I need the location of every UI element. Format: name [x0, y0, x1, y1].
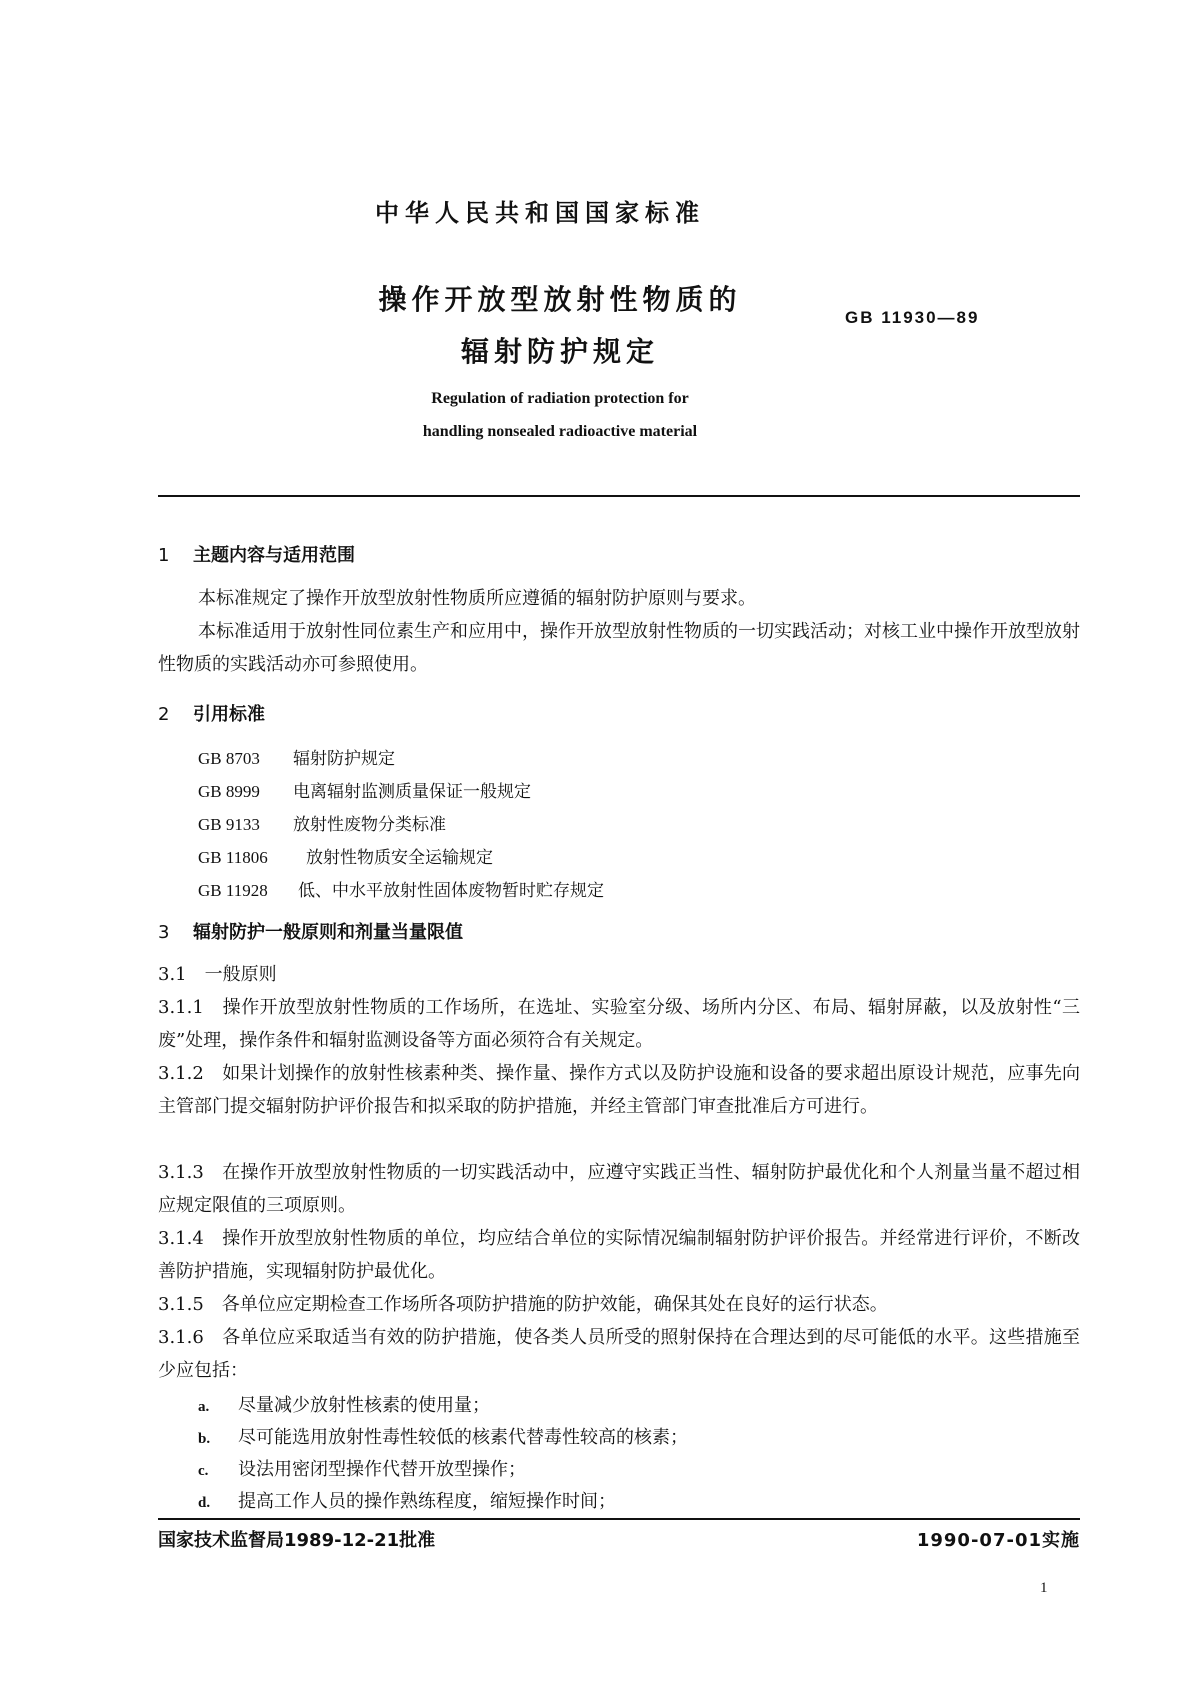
- section-title: 主题内容与适用范围: [193, 545, 355, 566]
- reference-title: 低、中水平放射性固体废物暂时贮存规定: [298, 881, 604, 901]
- list-label: b.: [198, 1431, 211, 1447]
- list-text: 设法用密闭型操作代替开放型操作；: [238, 1459, 526, 1480]
- reference-code: GB 8999: [198, 782, 260, 801]
- clause-3-1-3: 3.1.3 在操作开放型放射性物质的一切实践活动中，应遵守实践正当性、辐射防护最优化和个人剂量当量不超过相应规定限值的三项原则。: [158, 1162, 1080, 1216]
- list-label: a.: [198, 1399, 210, 1415]
- english-title-line-2: handling nonsealed radioactive material: [422, 423, 698, 440]
- clause-3-1-1: 3.1.1 操作开放型放射性物质的工作场所，在选址、实验室分级、场所内分区、布局、辐射屏蔽，以及放射性“三废”处理，操作条件和辐射监测设备等方面必须符合有关规定。: [158, 997, 1080, 1051]
- reference-code: GB 11806: [198, 848, 268, 867]
- list-item: [198, 1487, 616, 1513]
- section-3-heading: [158, 918, 463, 944]
- list-item: [198, 1391, 490, 1417]
- footer-divider: [158, 1518, 1080, 1520]
- reference-item: [198, 744, 395, 769]
- approval-line: 国家技术监督局1989-12-21批准: [158, 1530, 436, 1551]
- list-text: 尽可能选用放射性毒性较低的核素代替毒性较高的核素；: [238, 1427, 688, 1448]
- reference-title: 电离辐射监测质量保证一般规定: [293, 782, 531, 802]
- reference-title: 辐射防护规定: [293, 749, 395, 769]
- list-text: 提高工作人员的操作熟练程度，缩短操作时间；: [238, 1491, 616, 1512]
- section-number: 3: [158, 922, 170, 943]
- effective-date: 1990-07-01实施: [916, 1530, 1080, 1551]
- list-item: [198, 1455, 526, 1481]
- reference-code: GB 9133: [198, 815, 260, 834]
- section-number: 2: [158, 704, 170, 725]
- clause-3-1-6: 3.1.6 各单位应采取适当有效的防护措施，使各类人员所受的照射保持在合理达到的尽可能低的水平。这些措施至少应包括：: [158, 1327, 1080, 1381]
- section-title: 辐射防护一般原则和剂量当量限值: [193, 922, 463, 943]
- header-divider: [158, 495, 1080, 497]
- reference-code: GB 8703: [198, 749, 260, 768]
- reference-item: [198, 843, 493, 868]
- reference-code: GB 11928: [198, 881, 268, 900]
- clause-3-1-2: 3.1.2 如果计划操作的放射性核素种类、操作量、操作方式以及防护设施和设备的要求超出原设计规范，应事先向主管部门提交辐射防护评价报告和拟采取的防护措施，并经主管部门审查批准后方可进行。: [158, 1063, 1080, 1117]
- reference-item: [198, 810, 446, 835]
- list-text: 尽量减少放射性核素的使用量；: [238, 1395, 490, 1416]
- reference-item: [198, 777, 531, 802]
- reference-item: [198, 876, 604, 901]
- list-item: [198, 1423, 688, 1449]
- reference-title: 放射性物质安全运输规定: [306, 848, 493, 868]
- paragraph: 本标准规定了操作开放型放射性物质所应遵循的辐射防护原则与要求。: [198, 588, 756, 609]
- national-standard-heading: 中华人民共和国国家标准: [375, 199, 705, 227]
- page-number: 1: [1040, 1580, 1048, 1596]
- list-label: c.: [198, 1463, 209, 1479]
- list-label: d.: [198, 1495, 211, 1511]
- section-title: 引用标准: [193, 704, 265, 725]
- section-2-heading: [158, 700, 265, 726]
- clause-3-1-5: 3.1.5 各单位应定期检查工作场所各项防护措施的防护效能，确保其处在良好的运行状态。: [158, 1294, 888, 1315]
- clause-3-1-4: 3.1.4 操作开放型放射性物质的单位，均应结合单位的实际情况编制辐射防护评价报告。并经常进行评价，不断改善防护措施，实现辐射防护最优化。: [158, 1228, 1080, 1282]
- standard-code: GB 11930—89: [845, 308, 980, 327]
- subsection-heading: 3.1 一般原则: [158, 964, 277, 985]
- title-line-1: 操作开放型放射性物质的: [378, 283, 742, 316]
- english-title-line-1: Regulation of radiation protection for: [431, 390, 689, 407]
- section-number: 1: [158, 545, 170, 566]
- reference-title: 放射性废物分类标准: [293, 815, 446, 835]
- title-line-2: 辐射防护规定: [460, 335, 659, 368]
- section-1-heading: [158, 541, 355, 567]
- paragraph: 本标准适用于放射性同位素生产和应用中，操作开放型放射性物质的一切实践活动；对核工业中操作开放型放射性物质的实践活动亦可参照使用。: [158, 621, 1080, 675]
